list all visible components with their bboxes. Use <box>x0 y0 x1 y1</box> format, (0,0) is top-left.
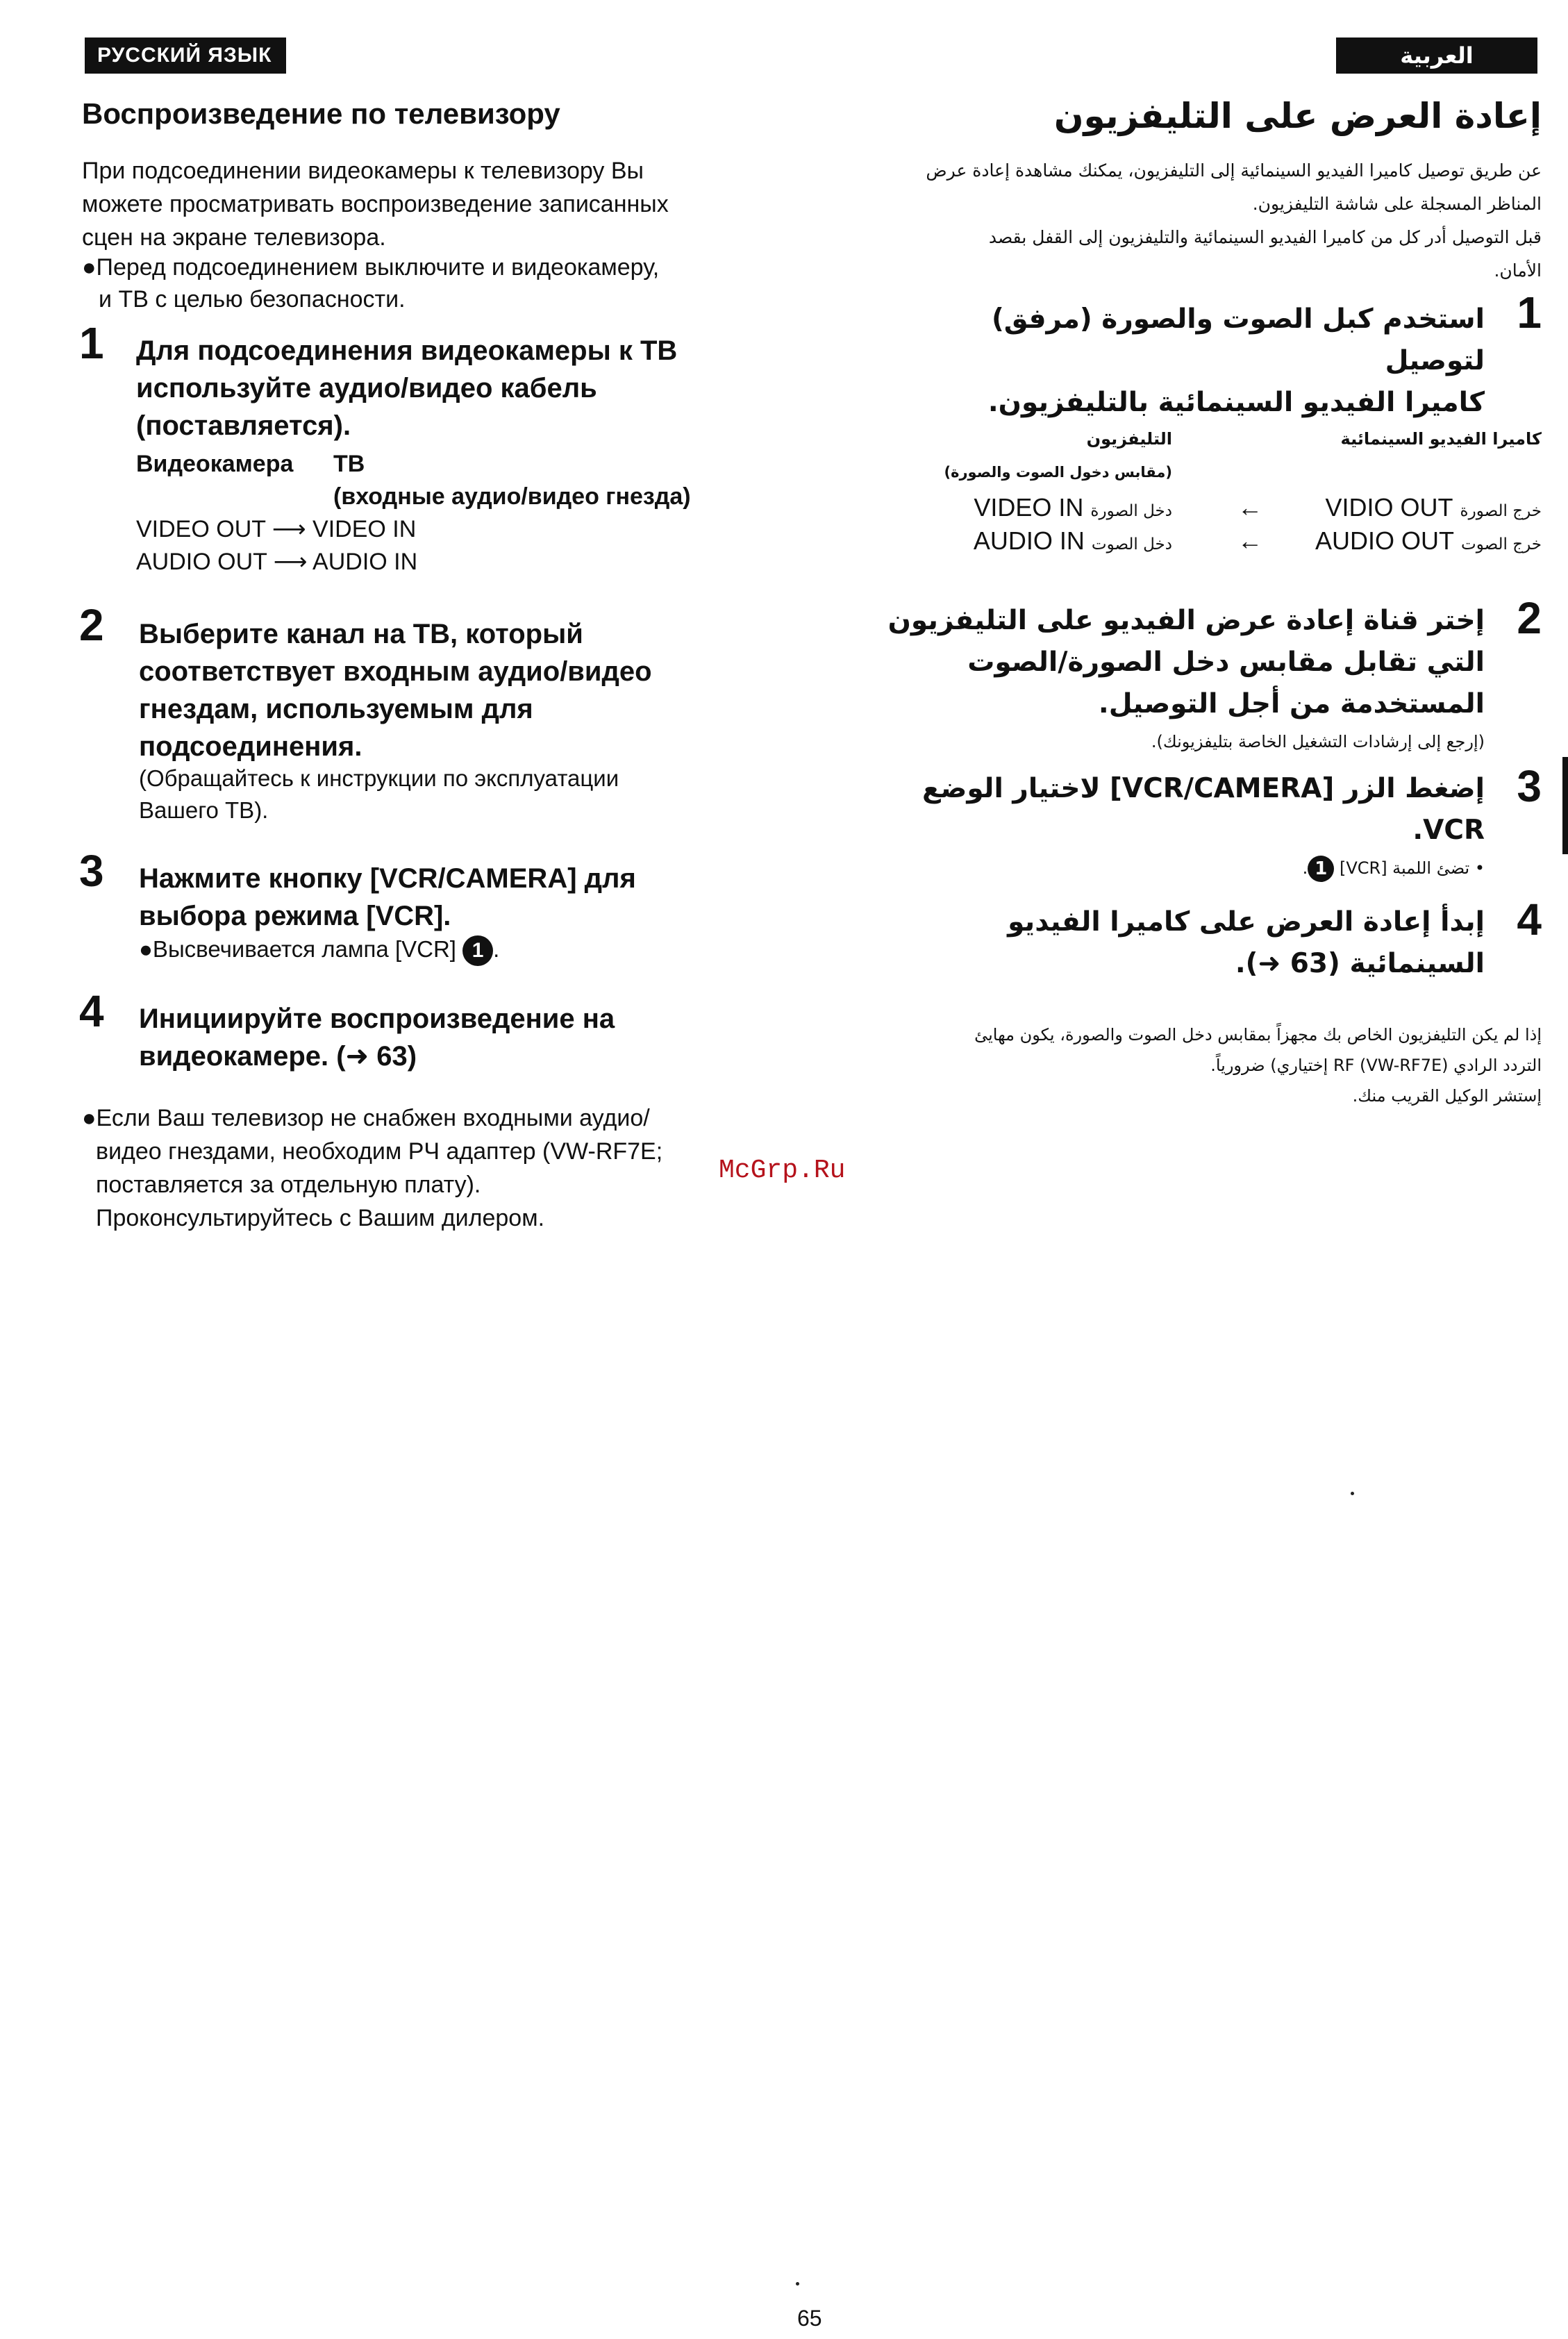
ru-step-2-note <box>139 763 764 826</box>
ar-step-4-heading <box>887 901 1485 985</box>
ar-intro-line: قبل التوصيل أدر كل من كاميرا الفيديو السينمائية والتليفزيون إلى القفل بقصد <box>988 227 1542 247</box>
ru-step-line: Выберите канал на ТВ, который <box>139 619 583 649</box>
ar-step-line: إضغط الزر [VCR/CAMERA] لاختيار الوضع <box>922 773 1485 804</box>
language-tab-russian: РУССКИЙ ЯЗЫК <box>85 38 286 74</box>
ar-table-video-in <box>974 490 1172 528</box>
ru-footnote-line: Проконсультируйтесь с Вашим дилером. <box>96 1205 545 1231</box>
ar-step-number: 1 <box>1517 288 1542 338</box>
ru-footnote-line: видео гнездами, необходим РЧ адаптер (VW-RF7E; <box>96 1138 663 1165</box>
ru-step-3-note <box>139 933 764 966</box>
ru-footnote-line: поставляется за отдельную плату). <box>96 1172 481 1198</box>
ru-conn-tv-sub: (входные аудио/видео гнезда) <box>333 483 691 510</box>
ru-step-number: 1 <box>79 318 104 368</box>
ar-note-text: • تضئ اللمبة [VCR] <box>1339 858 1485 878</box>
ru-note-line: ●Высвечивается лампа [VCR] <box>139 936 456 962</box>
ar-step-line: التي تقابل مقابس دخل الصورة/الصوت <box>967 647 1485 678</box>
ar-table-audio-in <box>974 524 1172 562</box>
ru-step-line: выбора режима [VCR]. <box>139 901 451 931</box>
ru-step-line: Инициируйте воспроизведение на <box>139 1004 615 1034</box>
ru-step-3-heading <box>139 860 778 935</box>
jack-label: VIDEO IN <box>974 493 1084 522</box>
ru-step-1-heading <box>136 332 775 444</box>
ru-conn-row: AUDIO OUT ⟶ AUDIO IN <box>136 549 418 575</box>
ru-page-title: Воспроизведение по телевизору <box>82 97 560 130</box>
ar-label: خرج الصورة <box>1460 502 1542 520</box>
ar-step-2-heading <box>887 600 1485 725</box>
ar-step-number: 2 <box>1517 593 1542 643</box>
ru-step-2-heading <box>139 615 778 765</box>
ar-step-2-note: (إرجع إلى إرشادات التشغيل الخاصة بتليفزيونك). <box>1151 732 1485 751</box>
ar-footnote-line: إستشر الوكيل القريب منك. <box>1352 1086 1542 1106</box>
ru-step-4-heading <box>139 1000 778 1075</box>
ru-conn-header <box>136 448 761 481</box>
ru-step-line: Нажмите кнопку [VCR/CAMERA] для <box>139 863 636 894</box>
ru-note-line: Вашего ТВ). <box>139 797 269 823</box>
ru-intro <box>82 154 762 254</box>
ru-step-number: 4 <box>79 986 104 1036</box>
ar-note-period: . <box>1302 858 1308 878</box>
jack-label: VIDIO OUT <box>1325 493 1453 522</box>
ru-step-line: соответствует входным аудио/видео <box>139 656 652 687</box>
ar-step-3-heading <box>887 768 1485 851</box>
ru-intro-line: сцен на экране телевизора. <box>82 224 386 251</box>
ar-step-number: 4 <box>1517 894 1542 944</box>
ar-step-line: استخدم كبل الصوت والصورة (مرفق) لتوصيل <box>991 303 1485 376</box>
ar-label: دخل الصورة <box>1090 502 1172 520</box>
ar-step-line: السينمائية (63 ➜). <box>1235 948 1485 979</box>
ar-intro-line: عن طريق توصيل كاميرا الفيديو السينمائية إلى التليفزيون، يمكنك مشاهدة إعادة عرض <box>926 160 1542 181</box>
ru-step-line: (поставляется). <box>136 410 351 441</box>
scan-dot <box>1351 1492 1354 1495</box>
ru-step-line: используйте аудио/видео кабель <box>136 373 597 403</box>
ru-step-line: подсоединения. <box>139 731 362 762</box>
ar-step-line: إبدأ إعادة العرض على كاميرا الفيديو <box>1008 906 1485 938</box>
ar-step-line: المستخدمة من أجل التوصيل. <box>1098 688 1485 719</box>
ru-step-line: гнездам, используемым для <box>139 694 533 724</box>
ru-note-line: (Обращайтесь к инструкции по эксплуатации <box>139 765 619 791</box>
ar-step-3-note <box>1303 854 1485 882</box>
watermark: McGrp.Ru <box>719 1156 846 1185</box>
ru-conn-row: VIDEO OUT ⟶ VIDEO IN <box>136 516 417 542</box>
ar-table-camera-head: كاميرا الفيديو السينمائية <box>1340 429 1542 449</box>
ar-intro-line: المناظر المسجلة على شاشة التليفزيون. <box>1252 194 1542 214</box>
scan-dot <box>796 2282 799 2286</box>
ru-note-period: . <box>493 936 500 962</box>
ru-footnote <box>82 1101 749 1235</box>
ru-step-line: Для подсоединения видеокамеры к ТВ <box>136 335 678 366</box>
ar-footnote-line: التردد الرادي RF (VW-RF7E) إختياري) ضرورياً. <box>1210 1056 1542 1075</box>
ar-table-audio-out <box>1315 524 1542 562</box>
left-arrow-icon: ← <box>1237 493 1262 522</box>
jack-label: AUDIO OUT <box>1315 526 1455 555</box>
ru-step-number: 2 <box>79 600 104 650</box>
language-tab-arabic: العربية <box>1336 38 1537 74</box>
ru-intro-line: можете просматривать воспроизведение записанных <box>82 191 669 217</box>
ru-connection-table <box>136 448 761 578</box>
ar-label: دخل الصوت <box>1091 535 1172 553</box>
ar-label: خرج الصوت <box>1461 535 1542 553</box>
ru-step-line: видеокамере. (➜ 63) <box>139 1041 417 1072</box>
jack-label: AUDIO IN <box>973 526 1085 555</box>
ar-step-line: VCR. <box>1412 815 1485 846</box>
ru-safety-line: и ТВ с целью безопасности. <box>99 286 406 313</box>
ar-intro-line: الأمان. <box>1494 260 1542 281</box>
indicator-number-1-icon: 1 <box>1308 856 1334 882</box>
ru-footnote-line: ●Если Ваш телевизор не снабжен входными аудио/ <box>82 1105 650 1131</box>
ar-footnote <box>889 1019 1542 1111</box>
ru-conn-tv-label: ТВ <box>333 451 365 477</box>
ar-step-1-heading <box>887 299 1485 424</box>
section-marker-bar <box>1562 757 1568 854</box>
ar-step-number: 3 <box>1517 761 1542 811</box>
ar-step-line: إختر قناة إعادة عرض الفيديو على التليفزيون <box>887 605 1485 636</box>
ar-step-line: كاميرا الفيديو السينمائية بالتليفزيون. <box>987 387 1485 418</box>
ar-intro <box>889 154 1542 288</box>
ar-table-tv-sub: (مقابس دخول الصوت والصورة) <box>944 464 1172 481</box>
ru-safety-line: ●Перед подсоединением выключите и видеокамеру, <box>82 254 660 281</box>
ar-table-video-out <box>1326 490 1542 528</box>
ru-conn-camera-label: Видеокамера <box>136 451 294 477</box>
ar-table-tv-head: التليفزيون <box>1086 429 1172 449</box>
indicator-number-1-icon: 1 <box>462 935 493 966</box>
ru-safety-note <box>82 251 762 315</box>
ar-page-title: إعادة العرض على التليفزيون <box>1053 96 1542 136</box>
ru-intro-line: При подсоединении видеокамеры к телевизору Вы <box>82 158 644 184</box>
ar-footnote-line: إذا لم يكن التليفزيون الخاص بك مجهزاً بمقابس دخل الصوت والصورة، يكون مهايئ <box>974 1025 1542 1044</box>
ru-step-number: 3 <box>79 846 104 896</box>
page-number: 65 <box>797 2306 822 2331</box>
left-arrow-icon: ← <box>1237 526 1262 555</box>
